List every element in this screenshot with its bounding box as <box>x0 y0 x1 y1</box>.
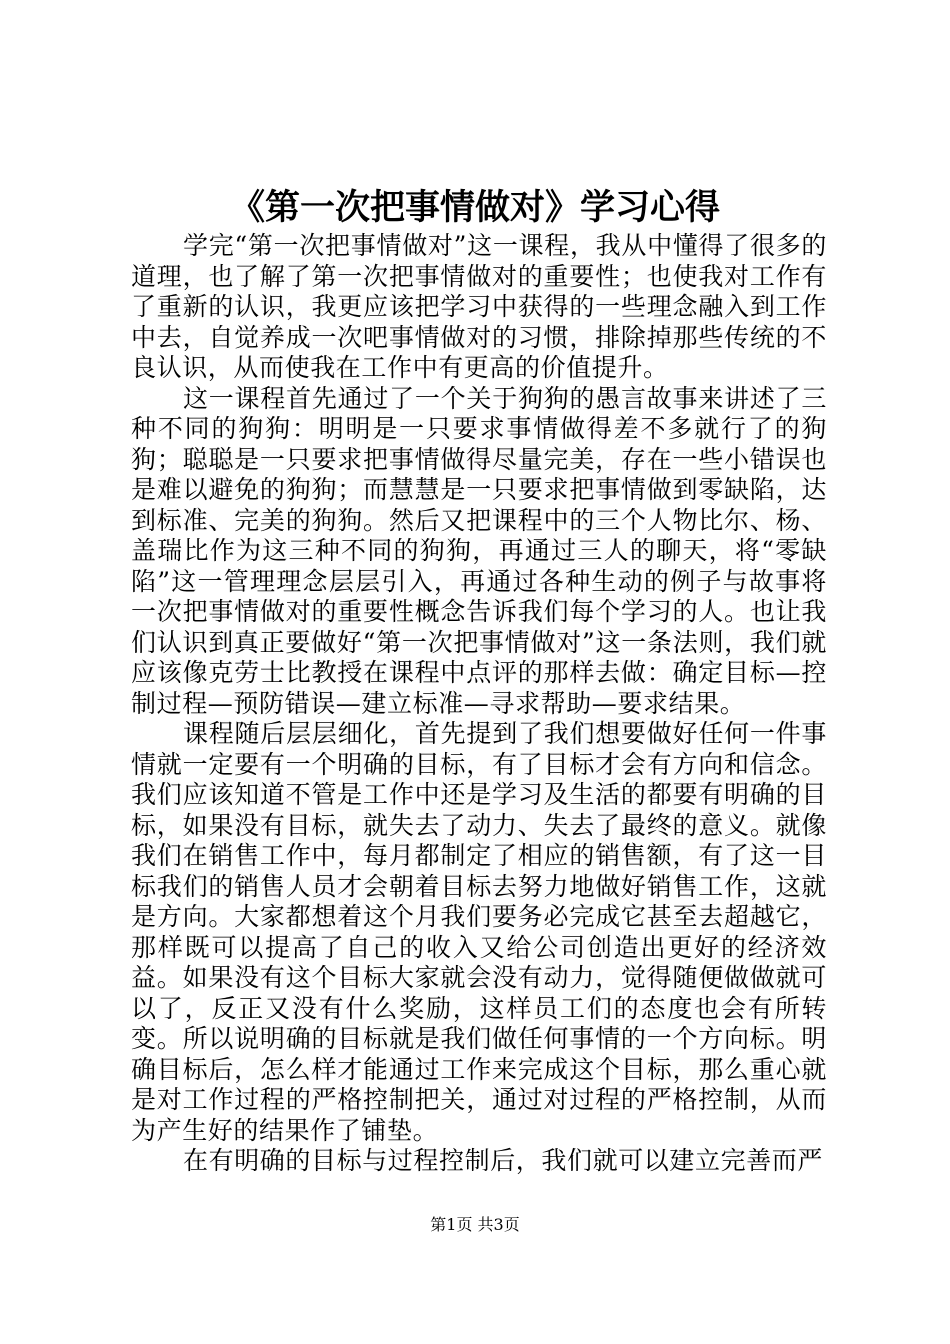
paragraph-3: 课程随后层层细化，首先提到了我们想要做好任何一件事情就一定要有一个明确的目标，有了目标才会有方向和信念。我们应该知道不管是工作中还是学习及生活的都要有明确的目标，如果没有目标，就失去了动力、失去了最终的意义。就像我们在销售工作中，每月都制定了相应的销售额，有了这一目标我们的销售人员才会朝着目标去努力地做好销售工作，这就是方向。大家都想着这个月我们要务必完成它甚至去超越它，那样既可以提高了自己的收入又给公司创造出更好的经济效益。如果没有这个目标大家就会没有动力，觉得随便做做就可以了，反正又没有什么奖励，这样员工们的态度也会有所转变。所以说明确的目标就是我们做任何事情的一个方向标。明确目标后，怎么样才能通过工作来完成这个目标，那么重心就是对工作过程的严格控制把关，通过对过程的严格控制，从而为产生好的结果作了铺垫。 <box>131 719 827 1145</box>
paragraph-2: 这一课程首先通过了一个关于狗狗的愚言故事来讲述了三种不同的狗狗：明明是一只要求事情做得差不多就行了的狗狗；聪聪是一只要求把事情做得尽量完美，存在一些小错误也是难以避免的狗狗；而慧慧是一只要求把事情做到零缺陷，达到标准、完美的狗狗。然后又把课程中的三个人物比尔、杨、盖瑞比作为这三种不同的狗狗，再通过三人的聊天，将“零缺陷”这一管理理念层层引入，再通过各种生动的例子与故事将一次把事情做对的重要性概念告诉我们每个学习的人。也让我们认识到真正要做好“第一次把事情做对”这一条法则，我们就应该像克劳士比教授在课程中点评的那样去做：确定目标—控制过程—预防错误—建立标准—寻求帮助—要求结果。 <box>131 383 827 718</box>
document-title: 《第一次把事情做对》学习心得 <box>229 187 720 228</box>
page-footer: 第1页 共3页 <box>430 1215 520 1234</box>
document-body <box>131 231 827 1177</box>
paragraph-4: 在有明确的目标与过程控制后，我们就可以建立完善而严 <box>183 1146 824 1175</box>
paragraph-1: 学完“第一次把事情做对”这一课程，我从中懂得了很多的道理，也了解了第一次把事情做对的重要性；也使我对工作有了重新的认识，我更应该把学习中获得的一些理念融入到工作中去，自觉养成一次吧事情做对的习惯，排除掉那些传统的不良认识，从而使我在工作中有更高的价值提升。 <box>131 231 827 382</box>
